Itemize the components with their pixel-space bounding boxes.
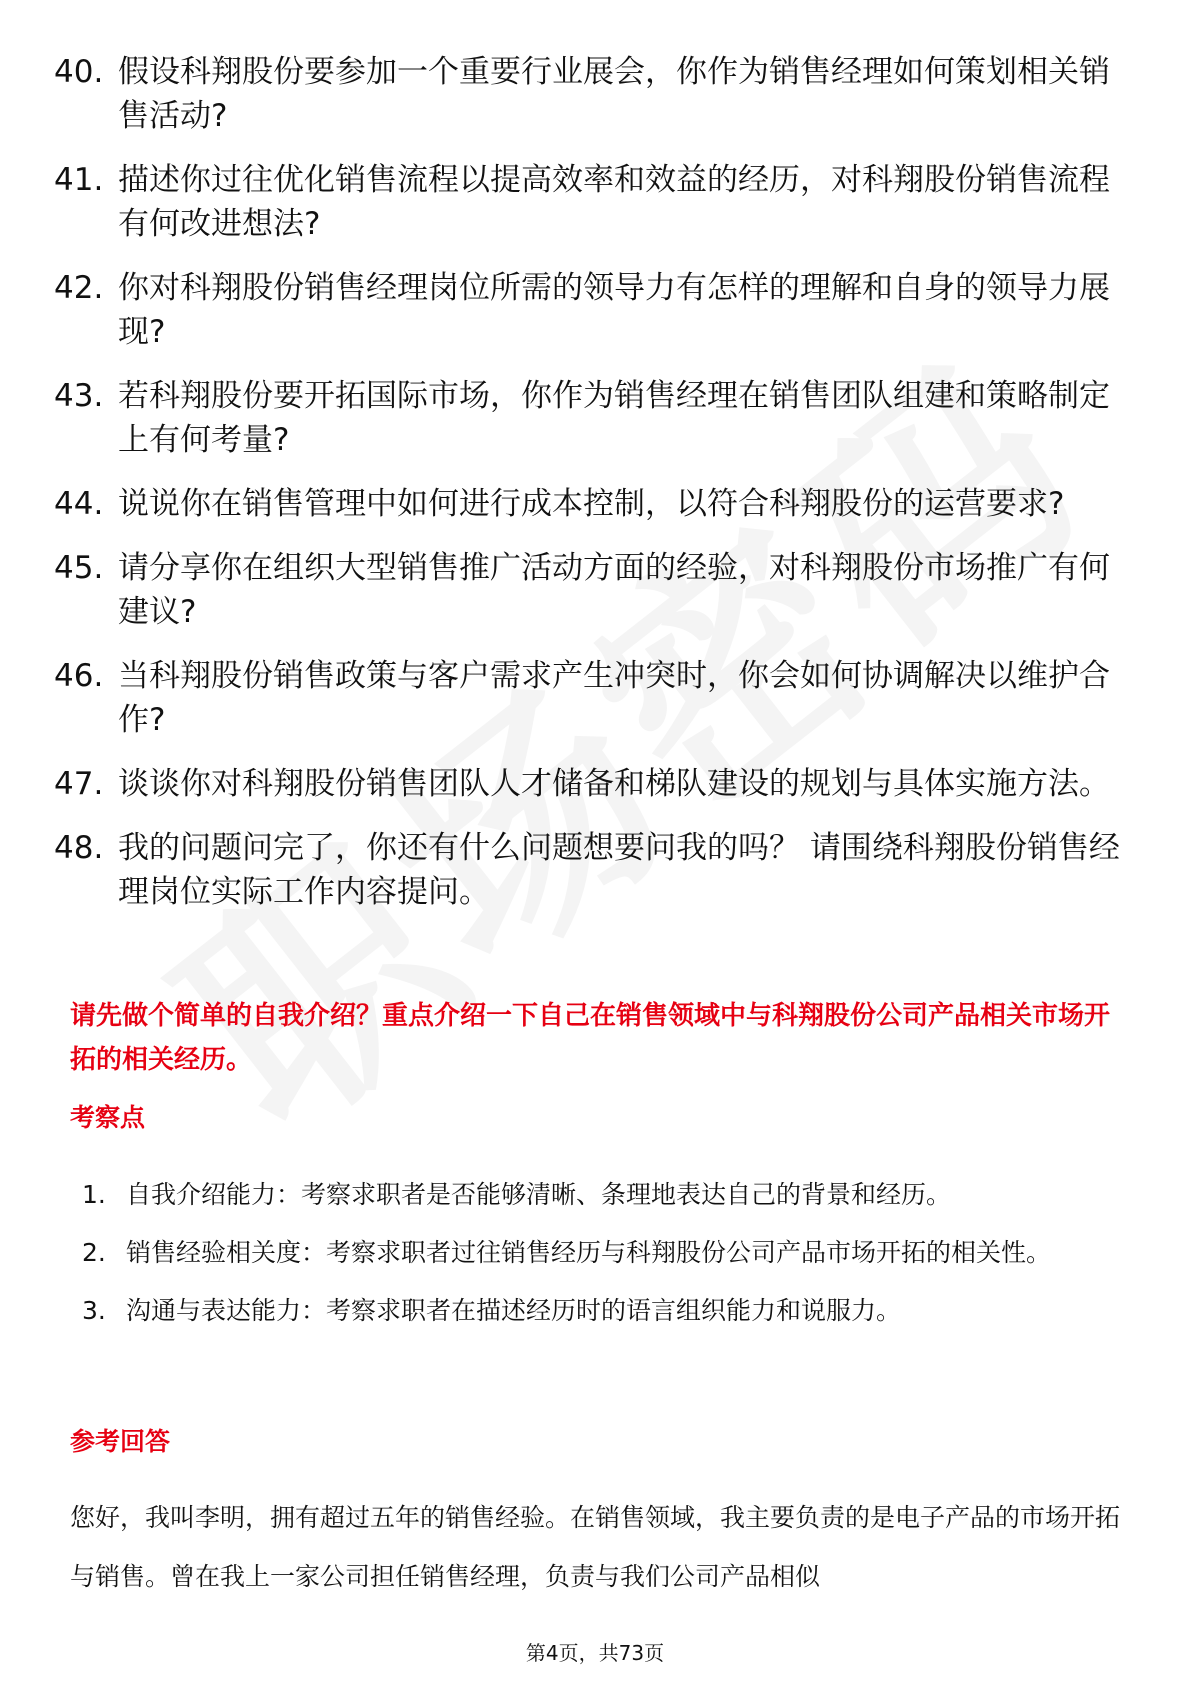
focus-item — [82, 1226, 1132, 1280]
question-number: 40. — [54, 54, 104, 90]
focus-number: 1. — [82, 1180, 106, 1209]
focus-item — [82, 1284, 1132, 1338]
question-item — [54, 546, 1134, 634]
question-text: 假设科翔股份要参加一个重要行业展会，你作为销售经理如何策划相关销售活动? — [118, 54, 1110, 134]
answer-paragraph: 您好，我叫李明，拥有超过五年的销售经验。在销售领域，我主要负责的是电子产品的市场开拓与销售。曾在我上一家公司担任销售经理，负责与我们公司产品相似 — [70, 1503, 1121, 1591]
question-number: 45. — [54, 550, 104, 586]
focus-text: 自我介绍能力：考察求职者是否能够清晰、条理地表达自己的背景和经历。 — [126, 1180, 952, 1209]
question-text: 说说你在销售管理中如何进行成本控制，以符合科翔股份的运营要求? — [118, 486, 1065, 522]
answer-section-title: 参考回答 — [70, 1427, 171, 1456]
question-number: 48. — [54, 830, 104, 866]
question-item — [54, 158, 1134, 246]
question-text: 你对科翔股份销售经理岗位所需的领导力有怎样的理解和自身的领导力展现? — [118, 270, 1110, 350]
question-text: 若科翔股份要开拓国际市场，你作为销售经理在销售团队组建和策略制定上有何考量? — [118, 378, 1110, 458]
question-text: 我的问题问完了，你还有什么问题想要问我的吗？ 请围绕科翔股份销售经理岗位实际工作内容提问。 — [118, 830, 1120, 910]
question-number: 42. — [54, 270, 104, 306]
question-number: 44. — [54, 486, 104, 522]
question-item — [54, 374, 1134, 462]
question-number: 46. — [54, 658, 104, 694]
question-item — [54, 826, 1134, 914]
page-footer: 第4页，共73页 — [525, 1641, 665, 1665]
question-number: 43. — [54, 378, 104, 414]
question-text: 当科翔股份销售政策与客户需求产生冲突时，你会如何协调解决以维护合作? — [118, 658, 1110, 738]
question-number: 41. — [54, 162, 104, 198]
question-item — [54, 654, 1134, 742]
question-number: 47. — [54, 766, 104, 802]
focus-number: 2. — [82, 1238, 106, 1267]
question-item — [54, 762, 1134, 806]
question-text: 请分享你在组织大型销售推广活动方面的经验，对科翔股份市场推广有何建议? — [118, 550, 1110, 630]
question-item — [54, 50, 1134, 138]
focus-text: 沟通与表达能力：考察求职者在描述经历时的语言组织能力和说服力。 — [126, 1296, 902, 1325]
focus-section-title: 考察点 — [70, 1103, 146, 1132]
question-item — [54, 482, 1134, 526]
focus-number: 3. — [82, 1296, 106, 1325]
focus-list — [82, 1168, 1132, 1342]
focus-item — [82, 1168, 1132, 1222]
featured-question: 请先做个简单的自我介绍？重点介绍一下自己在销售领域中与科翔股份公司产品相关市场开拓的相关经历。 — [70, 1001, 1111, 1075]
question-list — [54, 50, 1134, 934]
question-text: 描述你过往优化销售流程以提高效率和效益的经历，对科翔股份销售流程有何改进想法? — [118, 162, 1110, 242]
question-item — [54, 266, 1134, 354]
question-text: 谈谈你对科翔股份销售团队人才储备和梯队建设的规划与具体实施方法。 — [118, 766, 1110, 802]
focus-text: 销售经验相关度：考察求职者过往销售经历与科翔股份公司产品市场开拓的相关性。 — [126, 1238, 1052, 1267]
